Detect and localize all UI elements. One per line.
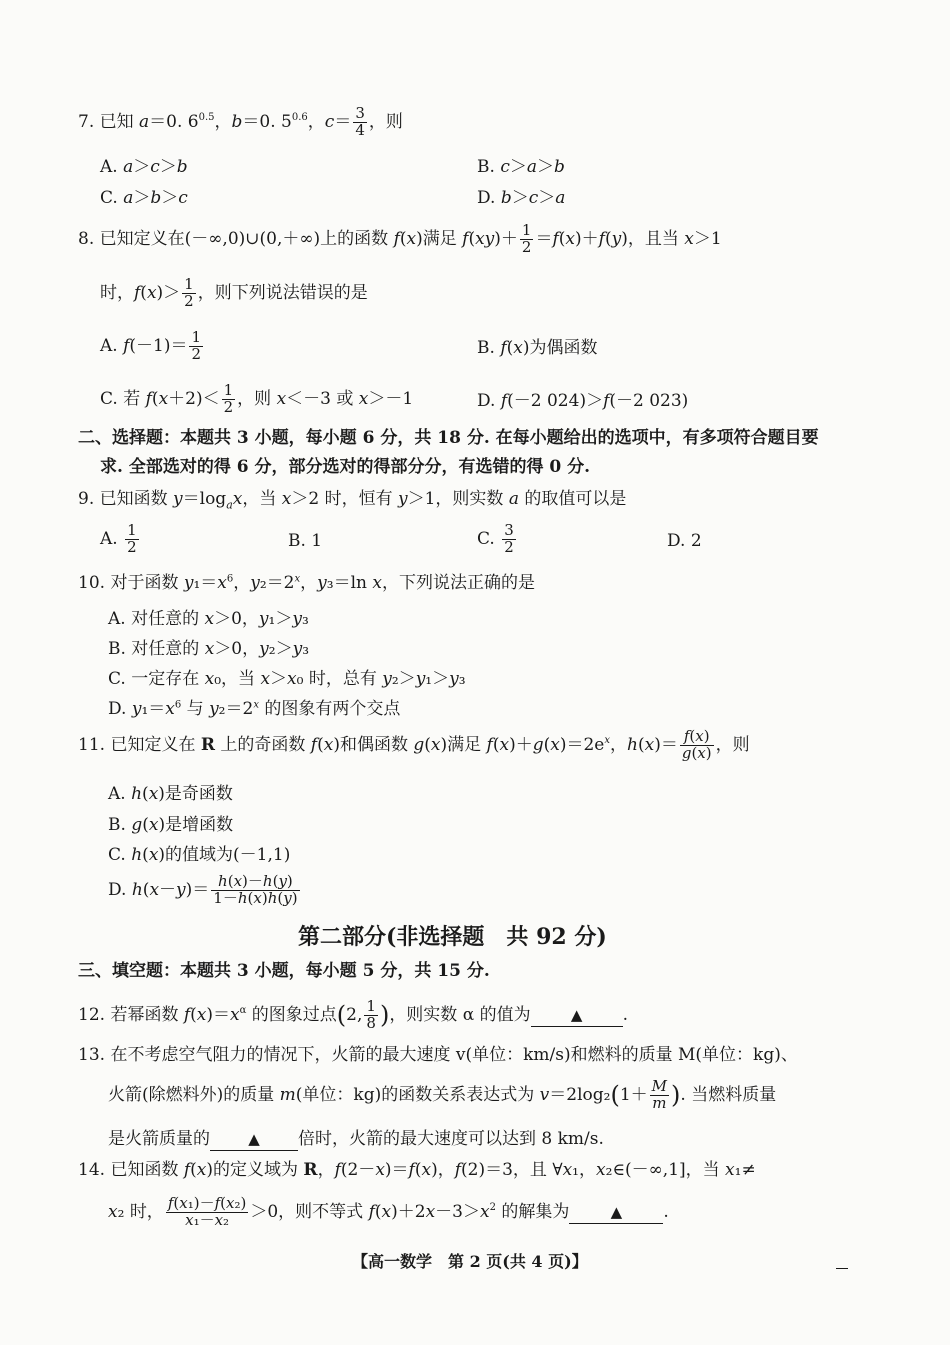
- part2-title: 第二部分(非选择题 共 92 分): [298, 924, 607, 950]
- q9-opt-b: B. 1: [288, 531, 323, 551]
- q9-opt-d: D. 2: [667, 531, 702, 551]
- section2-line1: 二、选择题：本题共 3 小题，每小题 6 分，共 18 分. 在每小题给出的选项中，有多项符合题目要: [78, 428, 819, 448]
- q8-opt-d: D. f(－2 024)＞f(－2 023): [477, 391, 689, 411]
- q14-line2: x₂ 时， $\frac{\text{f(x₁)－f(x₂)}}{\text{x₁－x₂}}$ ＞0，则不等式 $f(x)+2x-3>x^2$ 的解集为 ▲ .: [108, 1194, 669, 1229]
- q13-line2: 火箭(除燃料外)的质量 m(单位：kg)的函数关系表达式为 v＝2log₂(1＋ $\frac{M}{m}$ ). 当燃料质量: [108, 1077, 777, 1112]
- q11-opt-d: D. h(x－y)＝ $\frac{h(x)-h(y)}{1-h(x)h(y)}$: [108, 872, 298, 907]
- q7-opt-a: A. a＞c＞b: [100, 157, 188, 177]
- q8-stem-line2: 时，f(x)＞ $\frac{1}{2}$ ，则下列说法错误的是: [100, 275, 368, 310]
- q10-stem: 10. 对于函数 $y_1=x^6$，$y_2=2^x$，y₃＝ln x，下列说法正确的是: [78, 573, 535, 593]
- q11-opt-a: A. h(x)是奇函数: [108, 784, 233, 804]
- q9-stem: 9. 已知函数 $y=\log_ax$，当 x＞2 时，恒有 y＞1，则实数 a 的取值可以是: [78, 489, 627, 512]
- page-footer: 【高一数学 第 2 页(共 4 页)】: [352, 1252, 588, 1271]
- q8-opt-c: C. 若 f(x＋2)＜ $\frac{1}{2}$ ，则 x＜－3 或 x＞－1: [100, 381, 414, 416]
- q9-opt-a: A. $\frac{1}{2}$: [100, 521, 137, 556]
- q10-opt-c: C. 一定存在 x₀，当 x＞x₀ 时，总有 y₂＞y₁＞y₃: [108, 669, 466, 689]
- q11-stem: 11. 已知定义在 R 上的奇函数 f(x)和偶函数 g(x)满足 $f(x)+g(x)=2e^x$，h(x)＝ $\frac{f(x)}{g(x)}$ ，则: [78, 727, 750, 762]
- q12-stem: 12. 若幂函数 $f(x)=x^\alpha$ 的图象过点(2, $\frac{1}{8}$ )，则实数 α 的值为 ▲ .: [78, 997, 629, 1032]
- section2-line2: 求. 全部选对的得 6 分，部分选对的得部分分，有选错的得 0 分.: [100, 457, 591, 477]
- q10-opt-a: A. 对任意的 x＞0，y₁＞y₃: [108, 609, 309, 629]
- q8-opt-b: B. f(x)为偶函数: [477, 338, 598, 358]
- q8-stem-line1: 8. 已知定义在(－∞,0)∪(0,＋∞)上的函数 f(x)满足 f(xy)＋ $\frac{1}{2}$ ＝f(x)＋f(y)，且当 x＞1: [78, 221, 722, 256]
- q10-opt-b: B. 对任意的 x＞0，y₂＞y₃: [108, 639, 310, 659]
- q13-line1: 13. 在不考虑空气阻力的情况下，火箭的最大速度 v(单位：km/s)和燃料的质量 M(单位：kg)、: [78, 1045, 798, 1065]
- q14-line1: 14. 已知函数 f(x)的定义域为 R，f(2－x)＝f(x)，f(2)＝3，且 ∀x₁，x₂∈(－∞,1]，当 x₁≠: [78, 1160, 756, 1180]
- q7-opt-c: C. a＞b＞c: [100, 188, 188, 208]
- q9-opt-c: C. $\frac{3}{2}$: [477, 521, 514, 556]
- q13-line3: 是火箭质量的 ▲ 倍时，火箭的最大速度可以达到 8 km/s.: [108, 1129, 604, 1151]
- corner-mark: [836, 1268, 848, 1269]
- q11-opt-c: C. h(x)的值域为(－1,1): [108, 845, 291, 865]
- q10-opt-d: D. $y_1=x^6$ 与 $y_2=2^x$ 的图象有两个交点: [108, 699, 401, 719]
- q11-opt-b: B. g(x)是增函数: [108, 815, 234, 835]
- q7-opt-b: B. c＞a＞b: [477, 157, 565, 177]
- q7-stem: 7. 已知 a＝0. $6^{0.5}$，b＝0. $5^{0.6}$，c＝ $\frac{3}{4}$ ，则: [78, 104, 403, 139]
- q7-opt-d: D. b＞c＞a: [477, 188, 566, 208]
- q8-opt-a: A. f(－1)＝ $\frac{1}{2}$: [100, 328, 202, 363]
- section3-line: 三、填空题：本题共 3 小题，每小题 5 分，共 15 分.: [78, 961, 490, 981]
